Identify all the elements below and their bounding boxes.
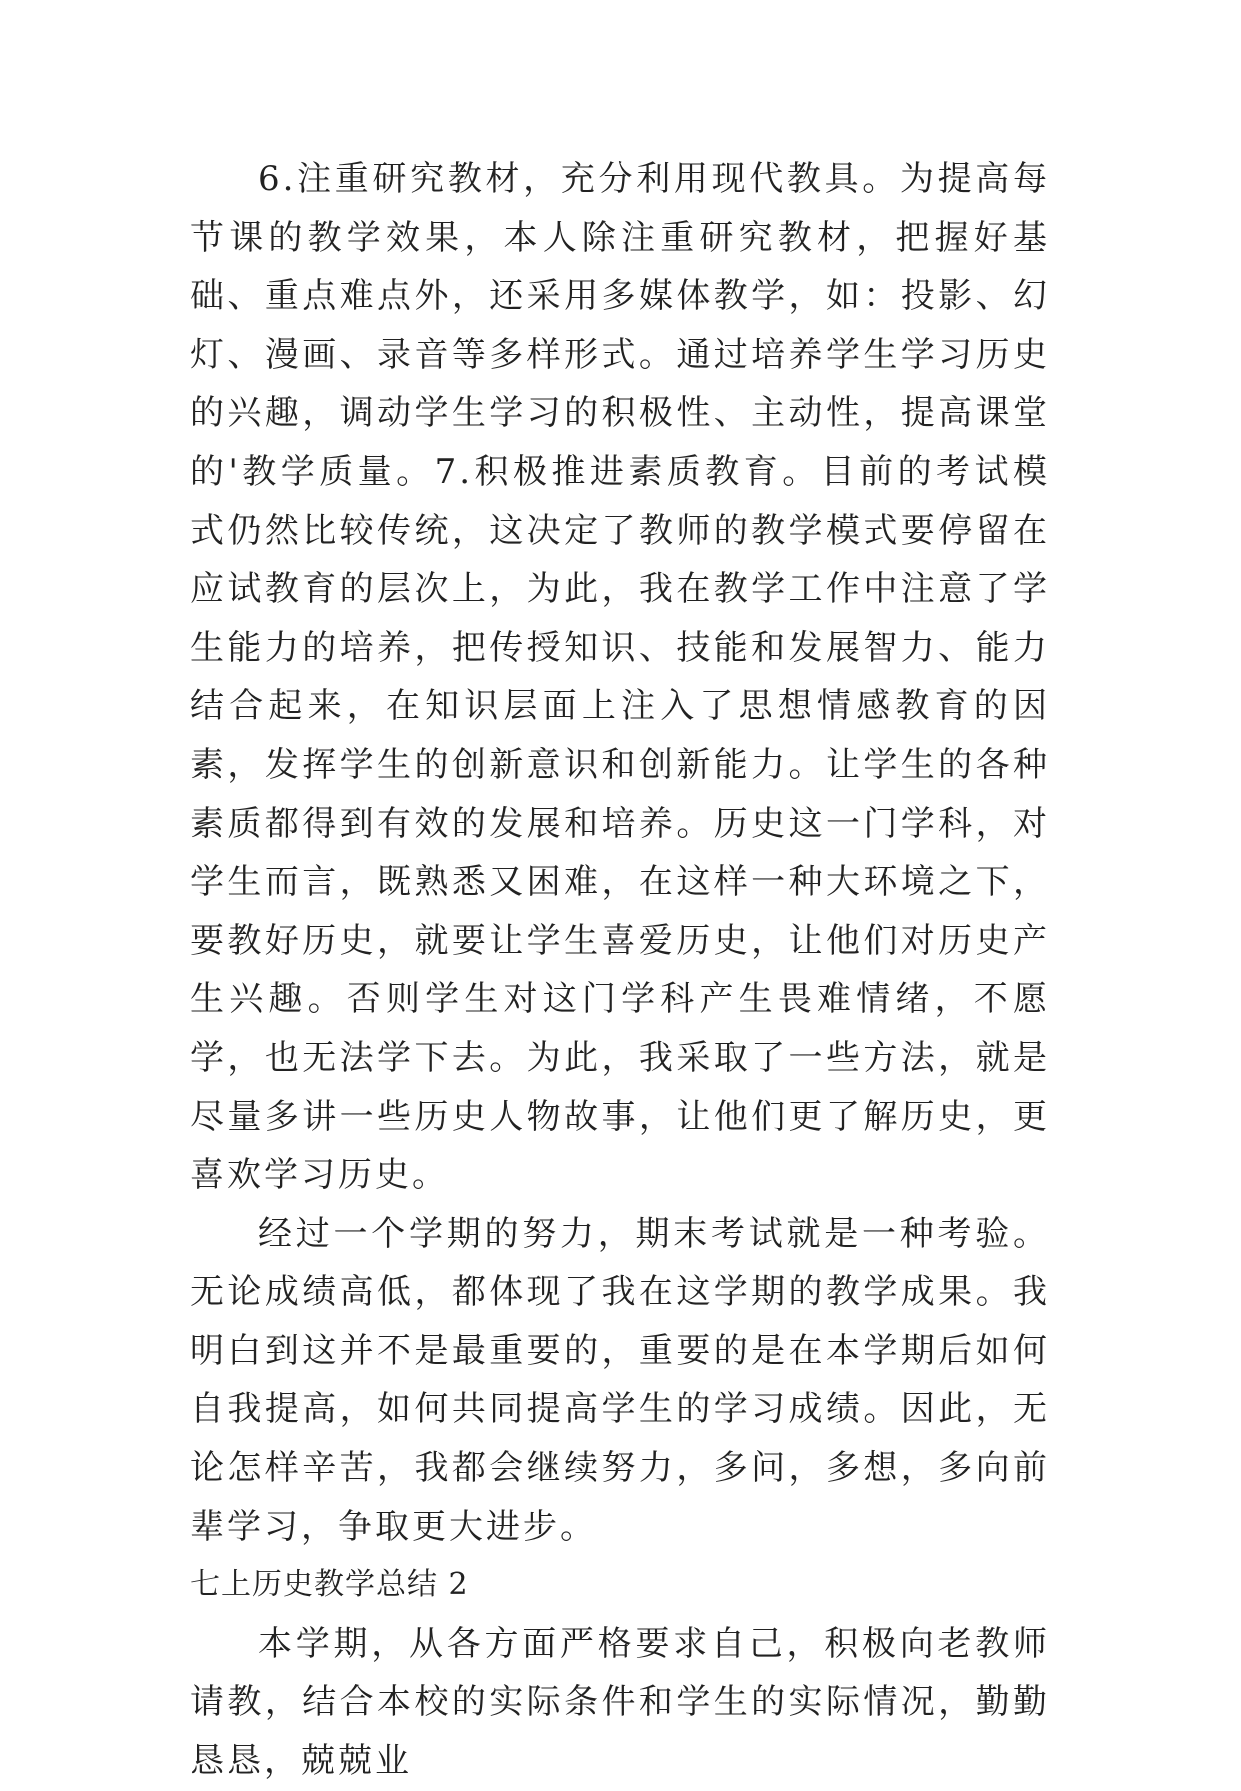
section-heading: 七上历史教学总结 2 [190, 1567, 469, 1603]
paragraph-semester-reflection: 经过一个学期的努力，期末考试就是一种考验。无论成绩高低，都体现了我在这学期的教学成果。我明白到这并不是最重要的，重要的是在本学期后如何自我提高，如何共同提高学生的学习成绩。因此，无论怎样辛苦，我都会继续努力，多问，多想，多向前辈学习，争取更大进步。 [190, 1213, 1050, 1547]
paragraph-teaching-methods: 6.注重研究教材，充分利用现代教具。为提高每节课的教学效果，本人除注重研究教材，把握好基础、重点难点外，还采用多媒体教学，如：投影、幻灯、漫画、录音等多样形式。通过培养学生学习历史的兴趣，调动学生学习的积极性、主动性，提高课堂的'教学质量。7.积极推进素质教育。目前的考试模式仍然比较传统，这决定了教师的教学模式要停留在应试教育的层次上，为此，我在教学工作中注意了学生能力的培养，把传授知识、技能和发展智力、能力结合起来，在知识层面上注入了思想情感教育的因素，发挥学生的创新意识和创新能力。让学生的各种素质都得到有效的发展和培养。历史这一门学科，对学生而言，既熟悉又困难，在这样一种大环境之下，要教好历史，就要让学生喜爱历史，让他们对历史产生兴趣。否则学生对这门学科产生畏难情绪，不愿学，也无法学下去。为此，我采取了一些方法，就是尽量多讲一些历史人物故事，让他们更了解历史，更喜欢学习历史。 [190, 159, 1050, 1196]
paragraph-section-intro: 本学期，从各方面严格要求自己，积极向老教师请教，结合本校的实际条件和学生的实际情况，勤勤恳恳，兢兢业 [190, 1623, 1050, 1782]
document-page [190, 150, 1050, 1791]
